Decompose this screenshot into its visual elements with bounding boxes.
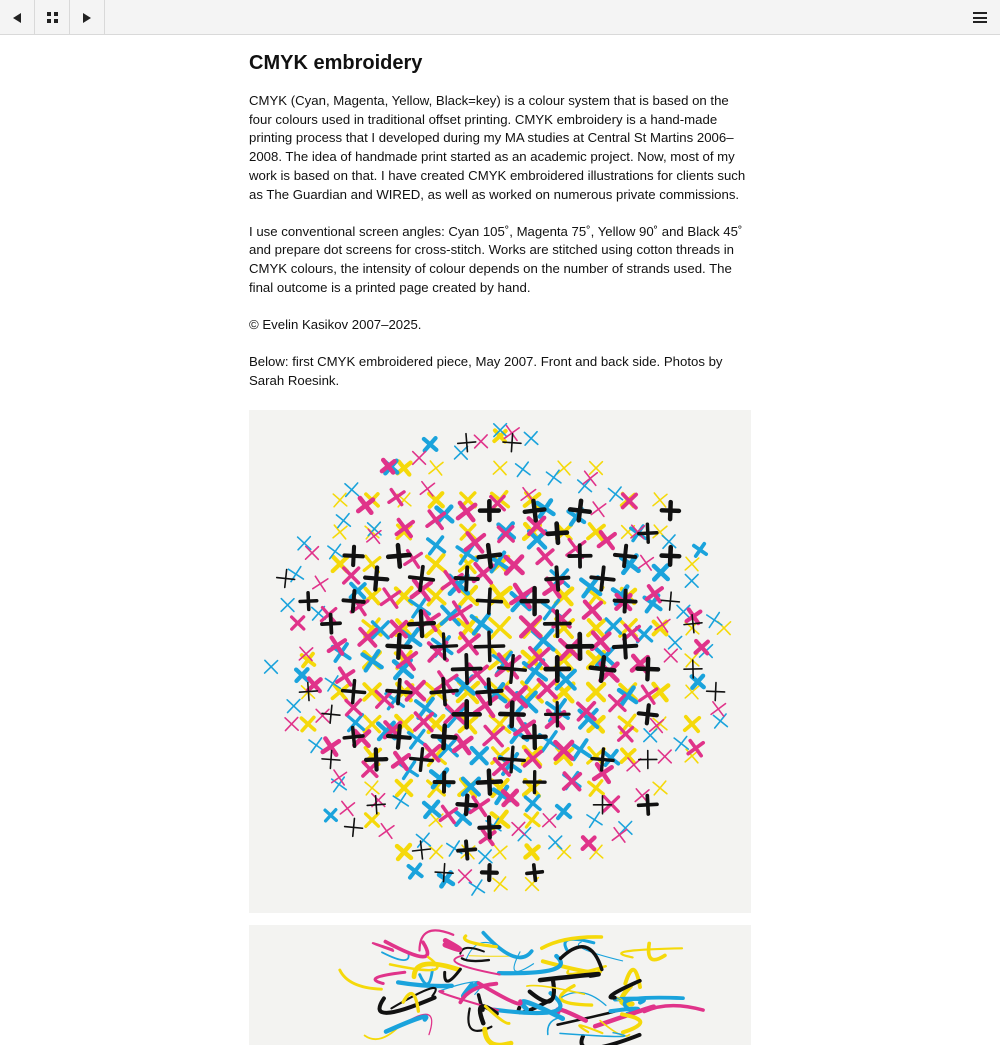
- copyright-paragraph: © Evelin Kasikov 2007–2025.: [249, 316, 751, 335]
- thread-strand: [530, 979, 554, 1001]
- next-button[interactable]: [70, 0, 105, 35]
- stitch: [679, 551, 704, 576]
- stitch: [390, 513, 419, 542]
- thread-strand: [540, 974, 599, 980]
- stitch: [391, 839, 417, 865]
- stitch: [706, 682, 725, 701]
- thread-strand: [578, 942, 622, 961]
- stitch: [621, 752, 646, 777]
- stitch: [377, 715, 407, 745]
- stitch: [344, 817, 364, 837]
- stitch: [321, 704, 341, 724]
- thread-strand: [560, 1032, 625, 1036]
- stitch: [468, 428, 493, 453]
- stitch: [563, 503, 589, 529]
- embroidery-front-image: [249, 410, 751, 913]
- stitch: [359, 807, 384, 832]
- stitch: [684, 659, 702, 677]
- stitch: [374, 818, 399, 843]
- stitch: [279, 711, 304, 736]
- thread-strand: [644, 1005, 703, 1011]
- stitch: [537, 807, 562, 832]
- thread-strand: [445, 940, 460, 949]
- stitch: [586, 496, 611, 521]
- stitch: [520, 840, 544, 864]
- stitch: [518, 425, 543, 450]
- stitch: [418, 432, 441, 455]
- stitch: [275, 592, 300, 617]
- stitch: [578, 465, 603, 490]
- stitch: [519, 871, 544, 896]
- grid-icon: [47, 12, 58, 23]
- stitch: [547, 523, 567, 543]
- stitch: [435, 863, 454, 882]
- stitch: [335, 795, 360, 820]
- stitch: [679, 568, 704, 593]
- thread-strand: [386, 1016, 426, 1031]
- stitch: [638, 795, 657, 814]
- stitch: [343, 726, 364, 747]
- stitch: [364, 566, 388, 590]
- stitch: [690, 539, 711, 560]
- stitch: [457, 433, 476, 452]
- stitch: [638, 704, 658, 724]
- stitch: [308, 571, 333, 596]
- stitch: [358, 549, 386, 577]
- stitch: [647, 775, 672, 800]
- stitch: [430, 677, 458, 705]
- stitch: [551, 799, 576, 824]
- previous-button[interactable]: [0, 0, 35, 35]
- thread-strand: [460, 947, 484, 953]
- grid-view-button[interactable]: [35, 0, 70, 35]
- embroidery-front-photo: [249, 410, 751, 913]
- embroidery-back-photo: [249, 925, 751, 1045]
- stitch: [492, 519, 520, 547]
- stitch: [519, 807, 544, 832]
- screen-angles-paragraph: I use conventional screen angles: Cyan 105˚, Magenta 75˚, Yellow 90˚ and Black 45˚ and prepare dot screens for cross-stitch. Works are stitched using cotton threads in CMYK colours, the intensity of colour depends on the number of strands used. The final outcome is a printed page created by hand.: [249, 223, 751, 298]
- intro-paragraph: CMYK (Cyan, Magenta, Yellow, Black=key) is a colour system that is based on the four colours used in traditional offset printing. CMYK embroidery is a hand-made printing process that I developed during my MA studies at Central St Martins 2006–2008. The idea of handmade print started as an academic project. Now, most of my work is based on that. I have created CMYK embroidered illustrations for clients such as The Guardian and WIRED, as well as worked on numerous private commissions.: [249, 92, 751, 204]
- stitch: [652, 743, 677, 768]
- stitch: [295, 711, 320, 736]
- menu-button[interactable]: [960, 0, 1000, 35]
- stitch: [327, 487, 352, 512]
- thread-strand: [485, 1029, 511, 1045]
- stitch: [423, 455, 448, 480]
- page-title: CMYK embroidery: [249, 51, 751, 75]
- stitch: [361, 523, 386, 548]
- stitch: [327, 519, 352, 544]
- hamburger-menu-icon: [973, 12, 987, 23]
- stitch: [593, 795, 611, 813]
- stitch: [258, 654, 283, 679]
- stitch: [613, 681, 642, 710]
- stitch: [367, 795, 386, 814]
- stitch: [326, 771, 351, 796]
- stitch: [403, 859, 426, 882]
- stitch: [510, 456, 535, 481]
- stitch: [300, 592, 317, 609]
- stitch: [639, 750, 657, 768]
- stitch: [320, 804, 341, 825]
- stitch: [679, 710, 706, 737]
- thread-strand: [621, 948, 682, 957]
- stitch: [583, 455, 608, 480]
- stitch: [344, 546, 363, 565]
- stitch: [706, 696, 731, 721]
- thread-strand: [445, 969, 461, 981]
- stitch: [457, 840, 476, 859]
- thread-strand: [548, 1018, 559, 1035]
- stitch: [638, 722, 663, 747]
- stitch: [449, 803, 476, 830]
- article: [249, 35, 751, 1045]
- embroidery-back-image: [249, 925, 751, 1045]
- stitch: [487, 455, 512, 480]
- stitch: [661, 546, 679, 564]
- stitch: [569, 499, 591, 521]
- stitch: [283, 561, 308, 586]
- arrow-left-icon: [13, 13, 21, 23]
- stitch: [455, 770, 487, 802]
- thread-strand: [649, 943, 665, 959]
- stitch: [683, 613, 703, 633]
- stitch: [412, 840, 432, 860]
- top-navigation-bar: [0, 0, 1000, 35]
- stitch: [464, 740, 494, 770]
- stitch: [454, 701, 480, 727]
- stitch: [556, 765, 587, 796]
- stitch: [526, 864, 543, 881]
- stitch: [482, 865, 497, 880]
- photo-caption-paragraph: Below: first CMYK embroidered piece, May 2007. Front and back side. Photos by Sarah Roesink.: [249, 353, 751, 390]
- thread-strand: [469, 955, 514, 956]
- stitch: [286, 611, 310, 635]
- arrow-right-icon: [83, 13, 91, 23]
- stitch: [572, 473, 597, 498]
- thread-strand: [420, 970, 433, 984]
- stitch: [356, 644, 388, 676]
- stitch: [569, 545, 591, 567]
- stitch: [616, 487, 642, 513]
- stitch: [661, 591, 680, 610]
- stitch: [434, 868, 457, 891]
- stitch: [517, 773, 547, 803]
